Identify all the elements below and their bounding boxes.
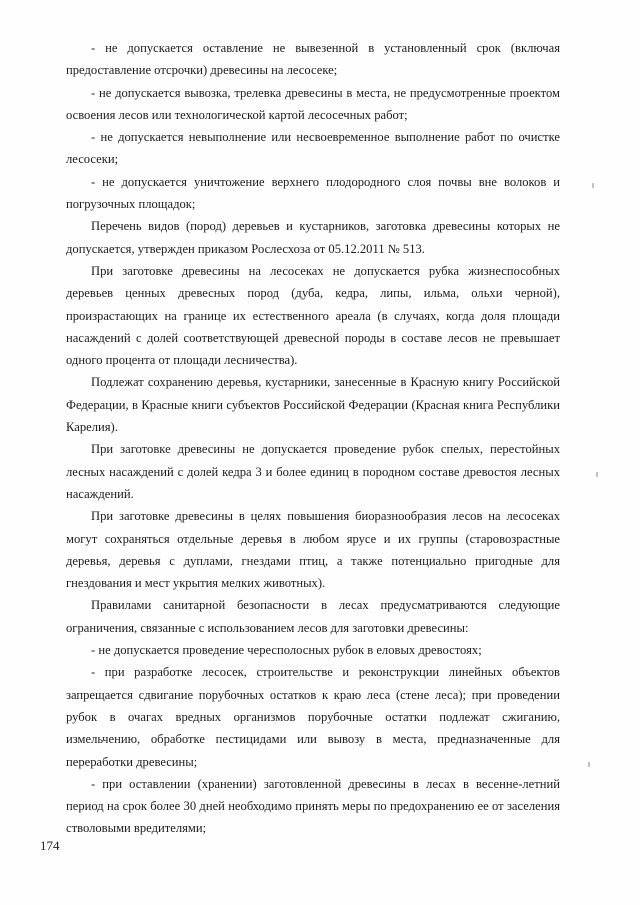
- scan-artifact: [596, 472, 598, 477]
- paragraph: - не допускается проведение чересполосных рубок в еловых древостоях;: [91, 643, 482, 658]
- scan-artifact: [592, 183, 594, 188]
- body-text: [66, 37, 560, 840]
- paragraph: Подлежат сохранению деревья, кустарники, занесенные в Красную книгу Российской Федерации, в Красные книги субъектов Российской Федерации (Красная книга Республики Карелия).: [66, 375, 560, 435]
- paragraph: - не допускается невыполнение или несвоевременное выполнение работ по очистке лесосеки;: [66, 130, 560, 167]
- paragraph: Правилами санитарной безопасности в лесах предусматриваются следующие ограничения, связанные с использованием лесов для заготовки древесины:: [66, 598, 560, 635]
- paragraph: При заготовке древесины на лесосеках не допускается рубка жизнеспособных деревьев ценных древесных пород (дуба, кедра, липы, ильма, ольхи черной), произрастающих на границе их естественного ареала (в случаях, когда доля площади насаждений с долей соответствующей древесной породы в составе лесов не превышает одного процента от площади лесничества).: [66, 263, 560, 368]
- paragraph: При заготовке древесины не допускается проведение рубок спелых, перестойных лесных насаждений с долей кедра 3 и более единиц в породном составе древостоя лесных насаждений.: [66, 442, 560, 501]
- paragraph: - не допускается уничтожение верхнего плодородного слоя почвы вне волоков и погрузочных площадок;: [66, 174, 560, 212]
- paragraph: - не допускается вывозка, трелевка древесины в места, не предусмотренные проектом освоения лесов или технологической картой лесосечных работ;: [66, 85, 560, 122]
- scan-artifact: [588, 762, 590, 767]
- page-number: 174: [40, 838, 60, 853]
- paragraph: - не допускается оставление не вывезенной в установленный срок (включая предоставление отсрочки) древесины на лесосеке;: [66, 41, 560, 78]
- paragraph: - при разработке лесосек, строительстве и реконструкции линейных объектов запрещается сдвигание порубочных остатков к краю леса (стене леса); при проведении рубок в очагах вредных организмов порубочные остатки подлежат сжиганию, измельчению, обработке пестицидами или вывозу в места, предназначенные для переработки древесины;: [66, 665, 560, 769]
- paragraph: - при оставлении (хранении) заготовленной древесины в лесах в весенне-летний период на срок более 30 дней необходимо принять меры по предохранению ее от заселения стволовыми вредителями;: [66, 776, 560, 836]
- paragraph: Перечень видов (пород) деревьев и кустарников, заготовка древесины которых не допускается, утвержден приказом Рослесхоза от 05.12.2011 № 513.: [66, 219, 560, 256]
- paragraph: При заготовке древесины в целях повышения биоразнообразия лесов на лесосеках могут сохраняться отдельные деревья в любом ярусе и их группы (старовозрастные деревья, деревья с дуплами, гнездами птиц, а также потенциально пригодные для гнездования и мест укрытия мелких животных).: [66, 509, 560, 591]
